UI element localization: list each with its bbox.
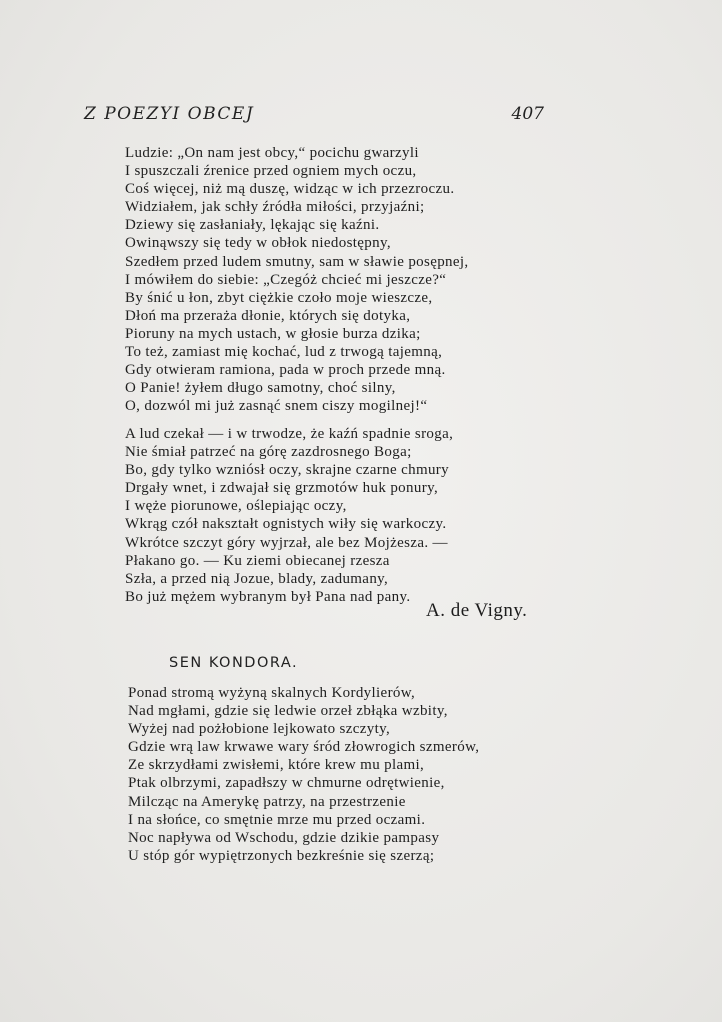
running-title: Z POEZYI OBCEJ [84, 104, 255, 124]
verse-line: Wkrótce szczyt góry wyjrzał, ale bez Mojżesza. — [125, 534, 448, 551]
verse-line: O Panie! żyłem długo samotny, choć silny, [125, 380, 396, 397]
verse-line: O, dozwól mi już zasnąć snem ciszy mogilnej!“ [125, 398, 428, 415]
verse-line: By śnić u łon, zbyt ciężkie czoło moje wieszcze, [125, 289, 433, 306]
verse-line: I na słońce, co smętnie mrze mu przed oczami. [128, 811, 426, 828]
author-signature: A. de Vigny. [426, 600, 528, 621]
verse-line: A lud czekał — i w trwodze, że kaźń spadnie sroga, [125, 426, 454, 442]
verse-line: Gdzie wrą law krwawe wary śród złowrogich szmerów, [128, 739, 480, 756]
poem-stanza-1 [125, 144, 469, 415]
running-head [84, 104, 544, 126]
verse-line: U stóp gór wypiętrzonych bezkreśnie się szerzą; [128, 847, 435, 864]
verse-line: Widziałem, jak schły źródła miłości, przyjaźni; [125, 199, 425, 216]
verse-line: Dziewy się zasłaniały, lękając się kaźni. [125, 217, 380, 234]
verse-line: I węże piorunowe, oślepiając oczy, [125, 498, 347, 515]
verse-line: Dłoń ma przeraża dłonie, których się dotyka, [125, 307, 411, 324]
verse-line: Noc napływa od Wschodu, gdzie dzikie pampasy [128, 829, 440, 846]
verse-line: Owinąwszy się tedy w obłok niedostępny, [125, 235, 391, 252]
verse-line: Szedłem przed ludem smutny, sam w sławie posępnej, [125, 253, 469, 270]
verse-line: To też, zamiast mię kochać, lud z trwogą tajemną, [125, 344, 443, 361]
poem-stanza-2 [125, 425, 453, 606]
verse-line: Bo, gdy tylko wzniósł oczy, skrajne czarne chmury [125, 462, 450, 479]
poem-title: SEN KONDORA. [169, 655, 299, 671]
verse-line: Milcząc na Amerykę patrzy, na przestrzenie [128, 793, 406, 810]
verse-line: Pioruny na mych ustach, w głosie burza dzika; [125, 325, 421, 342]
verse-line: Nad mgłami, gdzie się ledwie orzeł zbłąka wzbity, [128, 703, 448, 720]
verse-line: Drgały wnet, i zdwajał się grzmotów huk ponury, [125, 480, 439, 497]
verse-line: Ludzie: „On nam jest obcy,“ pocichu gwarzyli [125, 145, 419, 161]
verse-line: I mówiłem do siebie: „Czegóż chcieć mi jeszcze?“ [125, 271, 447, 288]
verse-line: Szła, a przed nią Jozue, blady, zadumany, [125, 570, 389, 587]
verse-line: Ponad stromą wyżyną skalnych Kordylierów, [128, 685, 416, 701]
verse-line: Wkrąg czół nakształt ognistych wiły się warkoczy. [125, 516, 447, 533]
verse-line: Bo już mężem wybranym był Pana nad pany. [125, 588, 411, 605]
verse-line: Nie śmiał patrzeć na górę zazdrosnego Boga; [125, 444, 412, 461]
verse-line: Wyżej nad pożłobione lejkowato szczyty, [128, 721, 391, 738]
verse-line: Ze skrzydłami zwisłemi, które krew mu plami, [128, 757, 425, 774]
verse-line: Płakano go. — Ku ziemi obiecanej rzesza [125, 552, 390, 569]
verse-line: Gdy otwieram ramiona, pada w proch przede mną. [125, 362, 446, 379]
verse-line: Ptak olbrzymi, zapadłszy w chmurne odrętwienie, [128, 775, 445, 792]
poem-stanza-3 [128, 684, 479, 865]
page-number: 407 [511, 104, 544, 124]
verse-line: I spuszczali źrenice przed ogniem mych oczu, [125, 163, 417, 180]
verse-line: Coś więcej, niż mą duszę, widząc w ich przezroczu. [125, 181, 455, 198]
